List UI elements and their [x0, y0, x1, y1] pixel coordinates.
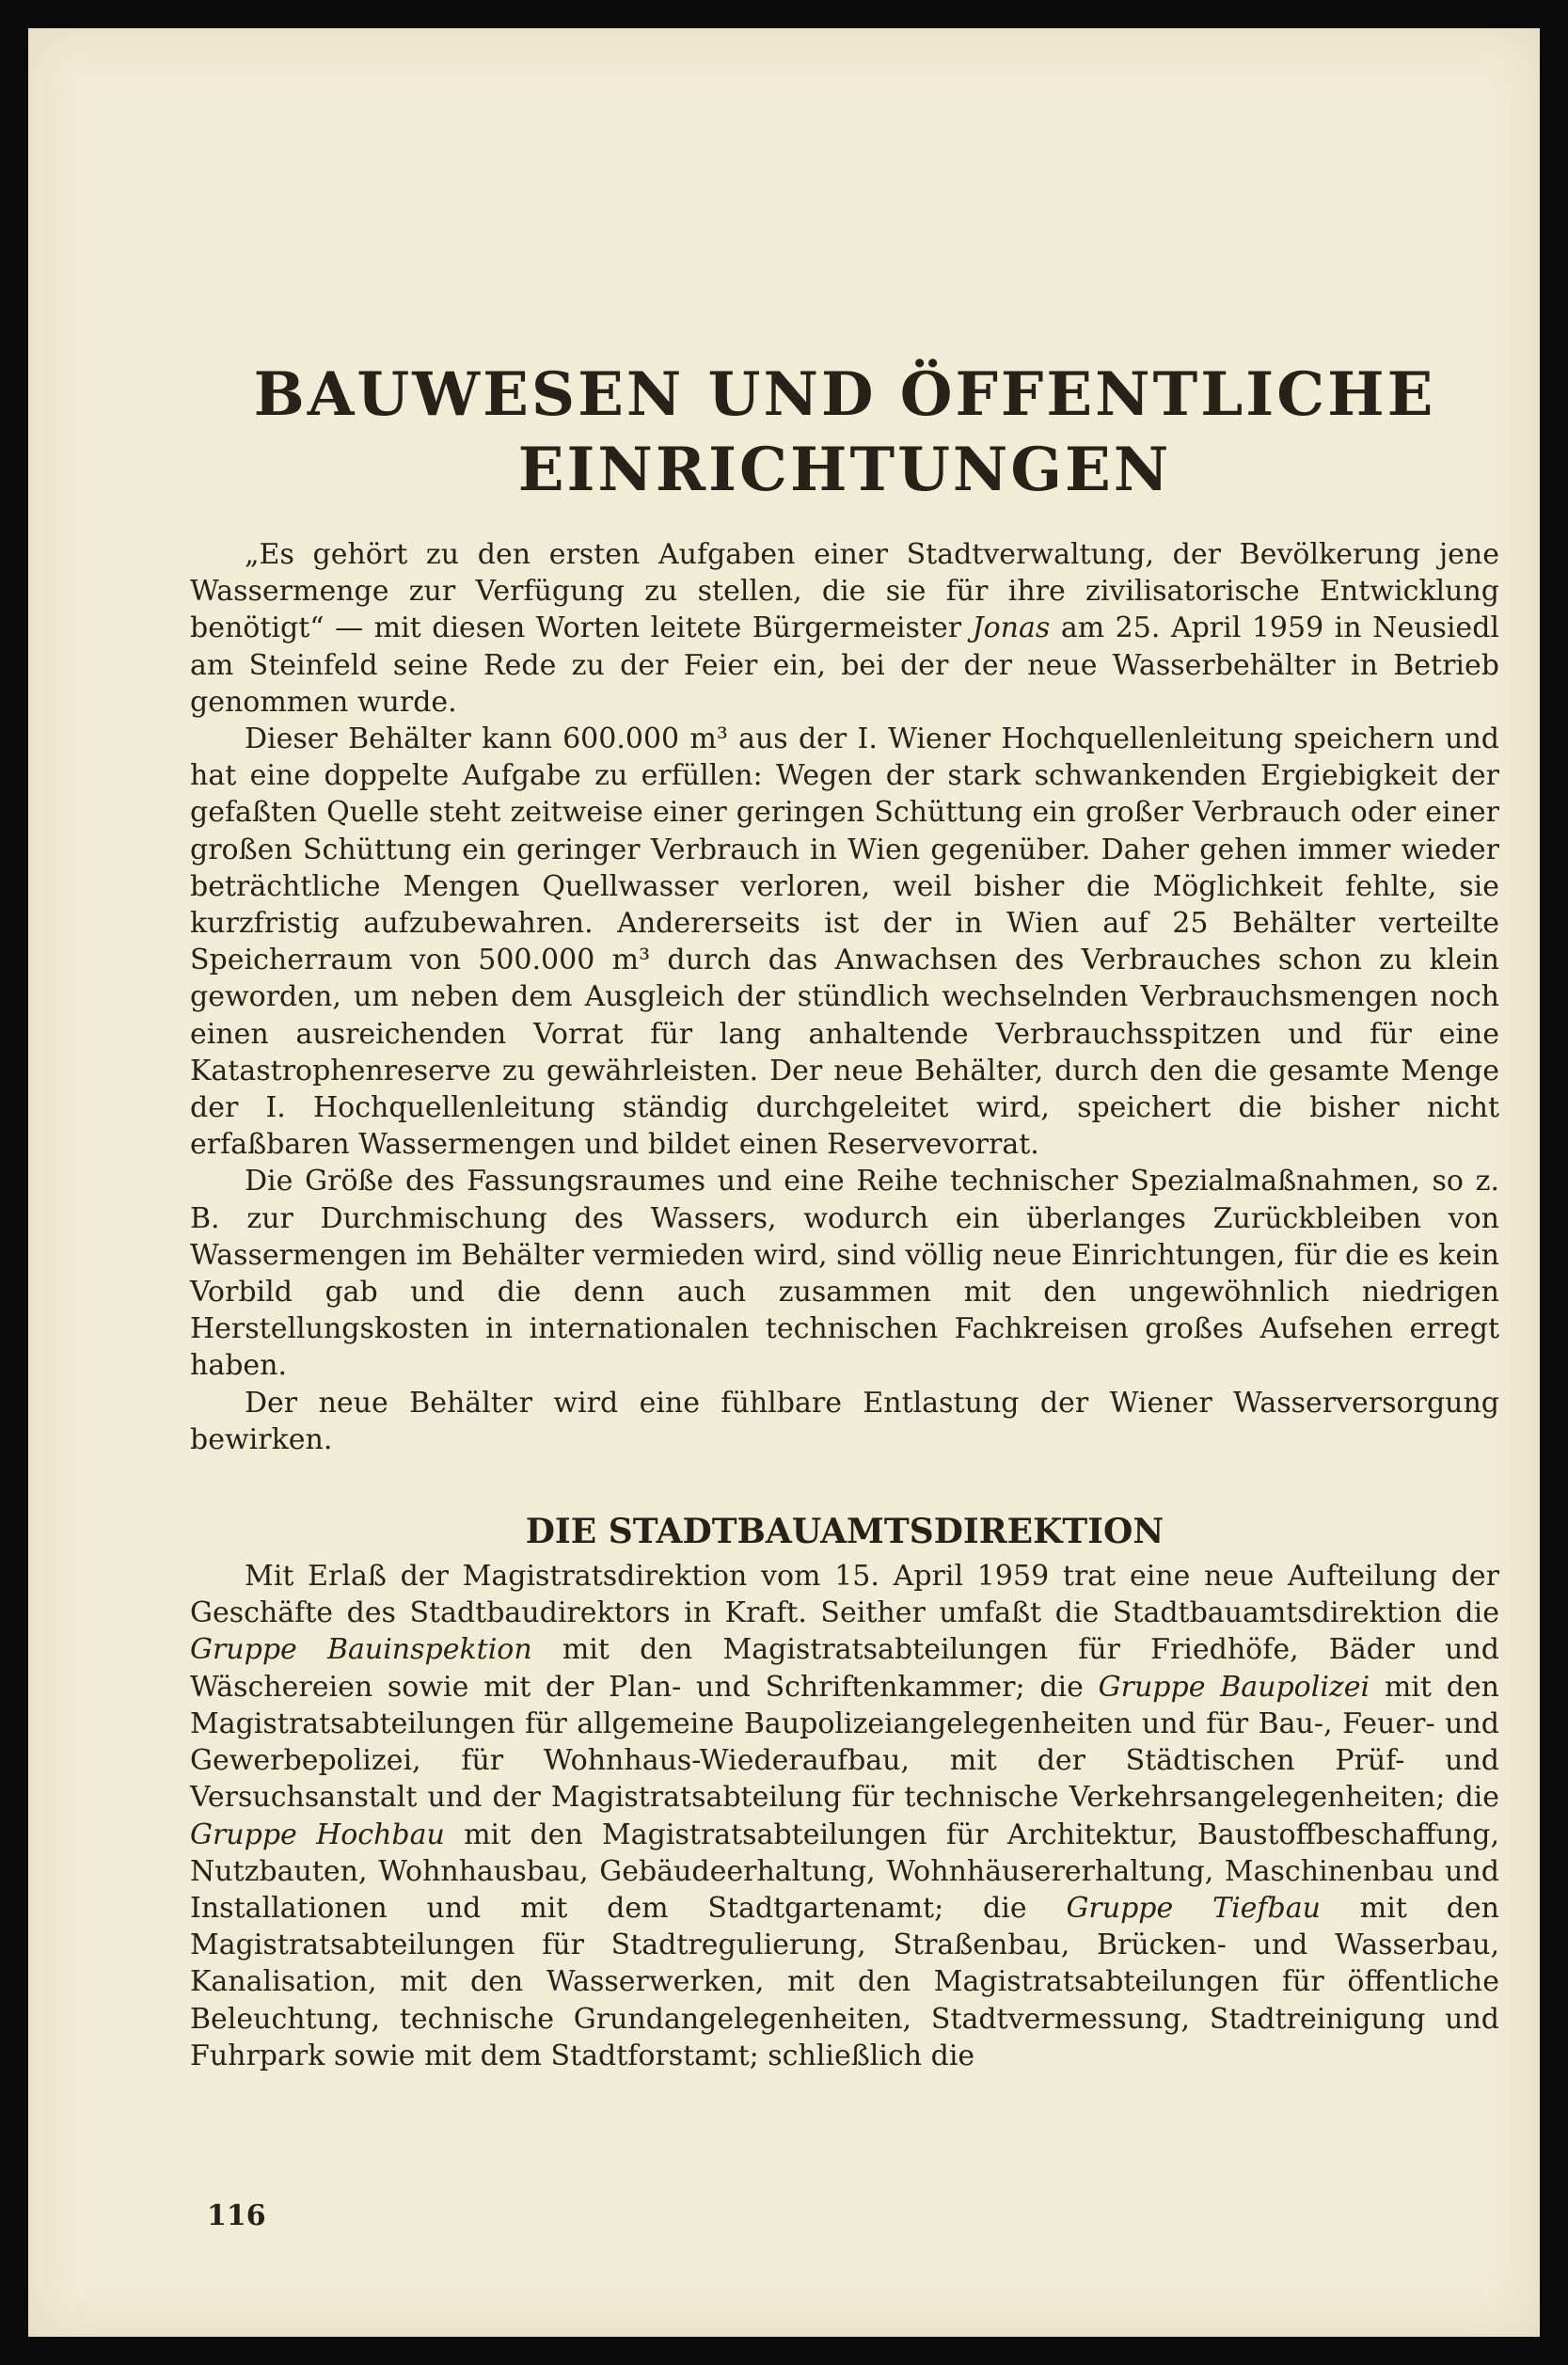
intro-paragraph-1	[190, 536, 1499, 721]
section-text-3: mit den Magistratsabteilungen für allgemeine Baupolizeiangelegenheiten und für Bau-, Feuer- und Gewerbepolizei, für Wohnhaus-Wiederaufbau, mit der Städtischen Prüf- und Versuchsanstalt und der Magistratsabteilung für technische Verkehrsangelegenheiten; die	[190, 1670, 1499, 1815]
group-baupolizei: Gruppe Baupolizei	[1098, 1670, 1370, 1704]
page-title	[190, 357, 1499, 508]
document-page	[28, 28, 1540, 2337]
intro-p1-text-before: „Es gehört zu den ersten Aufgaben einer Stadtverwaltung, der Bevölkerung jene Wassermenge zur Verfügung zu stellen, die sie für ihre zivilisatorische Entwicklung benötigt“ — mit diesen Worten leitete Bürgermeister	[190, 538, 1499, 645]
intro-p1-text-after: am 25. April 1959 in Neusiedl am Steinfeld seine Rede zu der Feier ein, bei der der neue Wasserbehälter in Betrieb genommen wurde.	[190, 611, 1499, 719]
section-text-5: mit den Magistratsabteilungen für Stadtregulierung, Straßenbau, Brücken- und Wasserbau, Kanalisation, mit den Wasserwerken, mit den Magistratsabteilungen für öffentliche Beleuchtung, technische Grundangelegenheiten, Stadtvermessung, Stadtreinigung und Fuhrpark sowie mit dem Stadtforstamt; schließlich die	[190, 1891, 1500, 2072]
intro-paragraph-3: Die Größe des Fassungsraumes und eine Reihe technischer Spezialmaßnahmen, so z. B. zur Durchmischung des Wassers, wodurch ein überlanges Zurückbleiben von Wassermengen im Behälter vermieden wird, sind völlig neue Einrichtungen, für die es kein Vorbild gab und die denn auch zusammen mit den ungewöhnlich niedrigen Herstellungskosten in internationalen technischen Fachkreisen großes Aufsehen erregt haben.	[190, 1165, 1499, 1383]
group-hochbau: Gruppe Hochbau	[190, 1817, 445, 1851]
page-number: 116	[207, 2199, 266, 2232]
page-content	[190, 357, 1499, 2074]
intro-paragraph-2: Dieser Behälter kann 600.000 m³ aus der I. Wiener Hochquellenleitung speichern und hat eine doppelte Aufgabe zu erfüllen: Wegen der stark schwankenden Ergiebigkeit der gefaßten Quelle steht zeitweise einer geringen Schüttung ein großer Verbrauch oder einer großen Schüttung ein geringer Verbrauch in Wien gegenüber. Daher gehen immer wieder beträchtliche Mengen Quellwasser verloren, weil bisher die Möglichkeit fehlte, sie kurzfristig aufzubewahren. Andererseits ist der in Wien auf 25 Behälter verteilte Speicherraum von 500.000 m³ durch das Anwachsen des Verbrauches schon zu klein geworden, um neben dem Ausgleich der stündlich wechselnden Verbrauchsmengen noch einen ausreichenden Vorrat für lang anhaltende Verbrauchsspitzen und für eine Katastrophenreserve zu gewährleisten. Der neue Behälter, durch den die gesamte Menge der I. Hochquellenleitung ständig durchgeleitet wird, speichert die bisher nicht erfaßbaren Wassermengen und bildet einen Reservevorrat.	[190, 722, 1499, 1162]
section-text-1: Mit Erlaß der Magistratsdirektion vom 15. April 1959 trat eine neue Aufteilung der Geschäfte des Stadtbaudirektors in Kraft. Seither umfaßt die Stadtbauamtsdirektion die	[190, 1560, 1499, 1630]
section-text-2: mit den Magistratsabteilungen für Friedhöfe, Bäder und Wäschereien sowie mit der Plan- und Schriftenkammer; die	[190, 1633, 1500, 1704]
group-tiefbau: Gruppe Tiefbau	[1066, 1891, 1321, 1925]
section-heading: DIE STADTBAUAMTSDIREKTION	[525, 1512, 1164, 1552]
title-line-1: BAUWESEN UND ÖFFENTLICHE	[253, 359, 1436, 430]
group-bauinspektion: Gruppe Bauinspektion	[190, 1633, 532, 1667]
title-line-2: EINRICHTUNGEN	[517, 435, 1172, 505]
mayor-name: Jonas	[972, 611, 1051, 645]
section-text-4: mit den Magistratsabteilungen für Architektur, Baustoffbeschaffung, Nutzbauten, Wohnhausbau, Gebäudeerhaltung, Wohnhäusererhaltung, Maschinenbau und Installationen und mit dem Stadtgartenamt; die	[190, 1817, 1499, 1925]
section-paragraph	[190, 1558, 1499, 2074]
intro-paragraph-4: Der neue Behälter wird eine fühlbare Entlastung der Wiener Wasserversorgung bewirken.	[190, 1386, 1499, 1456]
